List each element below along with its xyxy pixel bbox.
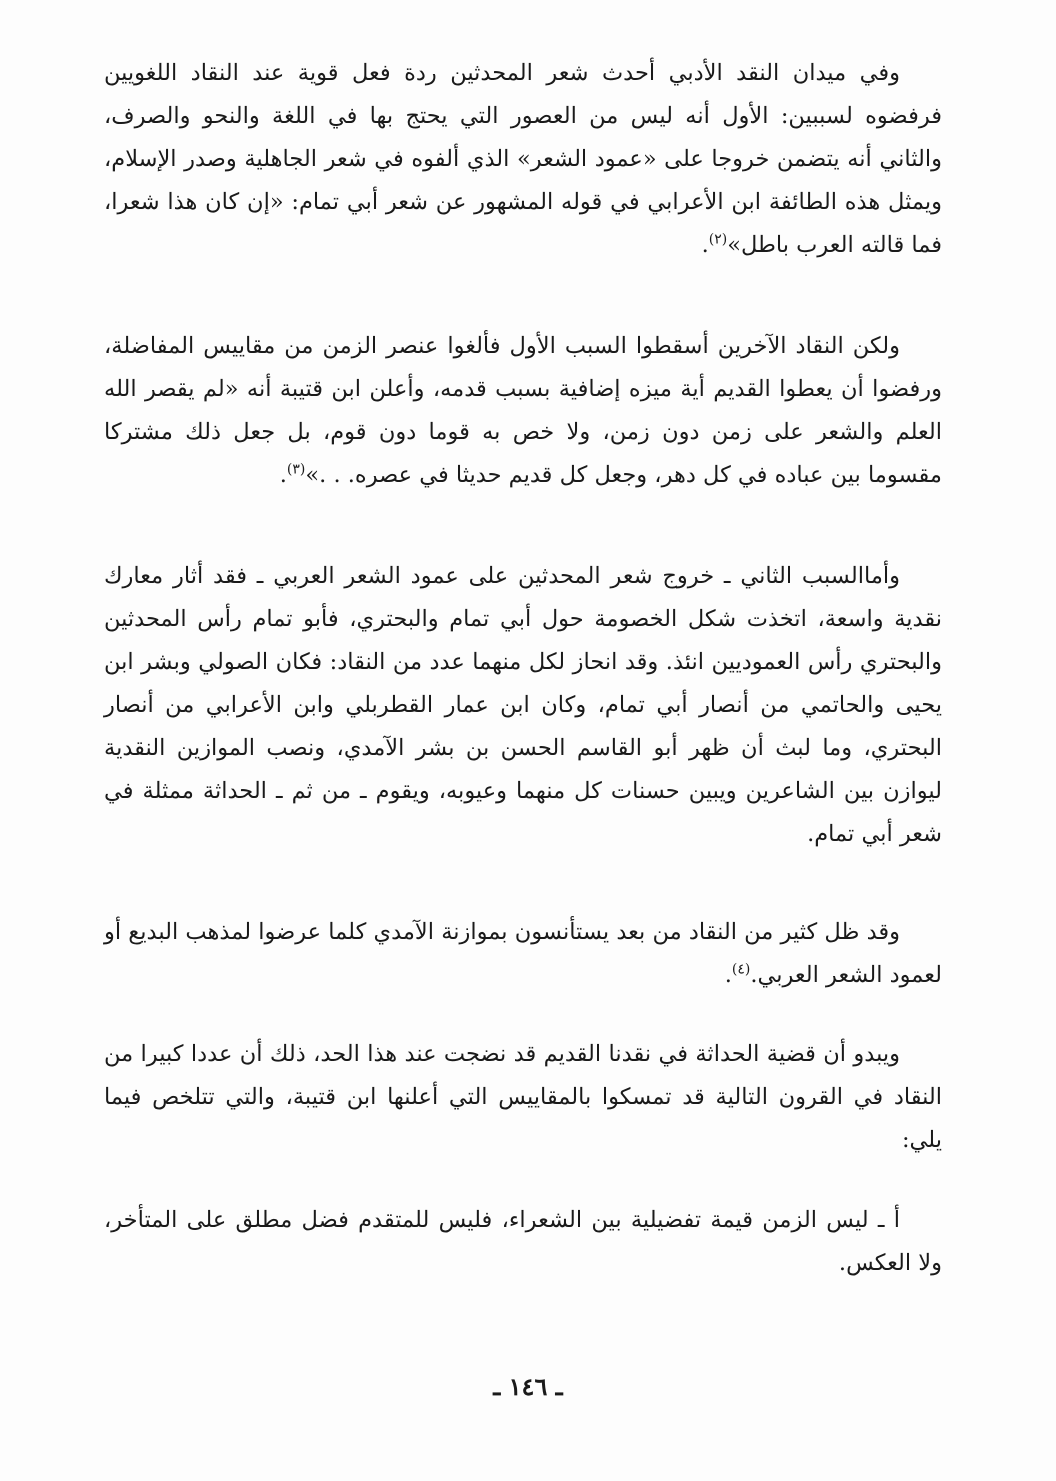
paragraph-2-text: ولكن النقاد الآخرين أسقطوا السبب الأول فألغوا عنصر الزمن من مقاييس المفاضلة، ورفضوا أن يعطوا القديم أية ميزه إضافية بسبب قدمه، وأعلن ابن قتيبة أنه «لم يقصر الله العلم والشعر على زمن دون زمن، ولا خص به قوما دون قوم، بل جعل ذلك مشتركا مقسوما بين عباده في كل دهر، وجعل كل قديم حديثا في عصره. . .»	[104, 333, 942, 488]
paragraph-1	[104, 52, 942, 267]
paragraph-1-tail: .	[701, 232, 709, 258]
paragraph-4-tail: .	[724, 962, 732, 988]
paragraph-5	[104, 1033, 942, 1162]
footnote-ref-3: (٣)	[286, 461, 306, 478]
page-number: ـ ١٤٦ ـ	[493, 1372, 563, 1401]
list-item-a	[104, 1199, 942, 1285]
paragraph-4	[104, 911, 942, 997]
paragraph-2-tail: .	[279, 462, 287, 488]
list-item-a-text: أ ـ ليس الزمن قيمة تفضيلية بين الشعراء، فليس للمتقدم فضل مطلق على المتأخر، ولا العكس.	[104, 1207, 942, 1276]
paragraph-1-text: وفي ميدان النقد الأدبي أحدث شعر المحدثين ردة فعل قوية عند النقاد اللغويين فرفضوه لسببين: الأول أنه ليس من العصور التي يحتج بها في اللغة والنحو والصرف، والثاني أنه يتضمن خروجا على «عمود الشعر» الذي ألفوه في شعر الجاهلية وصدر الإسلام، ويمثل هذه الطائفة ابن الأعرابي في قوله المشهور عن شعر أبي تمام: «إن كان هذا شعرا، فما قالته العرب باطل»	[104, 60, 942, 258]
paragraph-2	[104, 325, 942, 497]
paragraph-5-text: ويبدو أن قضية الحداثة في نقدنا القديم قد نضجت عند هذا الحد، ذلك أن عددا كبيرا من النقاد في القرون التالية قد تمسكوا بالمقاييس التي أعلنها ابن قتيبة، والتي تتلخص فيما يلي:	[104, 1041, 942, 1153]
paragraph-3-text: وأماالسبب الثاني ـ خروج شعر المحدثين على عمود الشعر العربي ـ فقد أثار معارك نقدية واسعة، اتخذت شكل الخصومة حول أبي تمام والبحتري، فأبو تمام رأس المحدثين والبحتري رأس العموديين انئذ. وقد انحاز لكل منهما عدد من النقاد: فكان الصولي وبشر ابن يحيى والحاتمي من أنصار أبي تمام، وكان ابن عمار القطربلي وابن الأعرابي من أنصار البحتري، وما لبث أن ظهر أبو القاسم الحسن بن بشر الآمدي، ونصب الموازين النقدية ليوازن بين الشاعرين ويبين حسنات كل منهما وعيوبه، ويقوم ـ من ثم ـ الحداثة ممثلة في شعر أبي تمام.	[104, 563, 942, 847]
paragraph-4-text: وقد ظل كثير من النقاد من بعد يستأنسون بموازنة الآمدي كلما عرضوا لمذهب البديع أو لعمود الشعر العربي.	[104, 919, 942, 988]
footnote-ref-2: (٢)	[708, 231, 728, 248]
footnote-ref-4: (٤)	[731, 961, 751, 978]
paragraph-3	[104, 555, 942, 856]
